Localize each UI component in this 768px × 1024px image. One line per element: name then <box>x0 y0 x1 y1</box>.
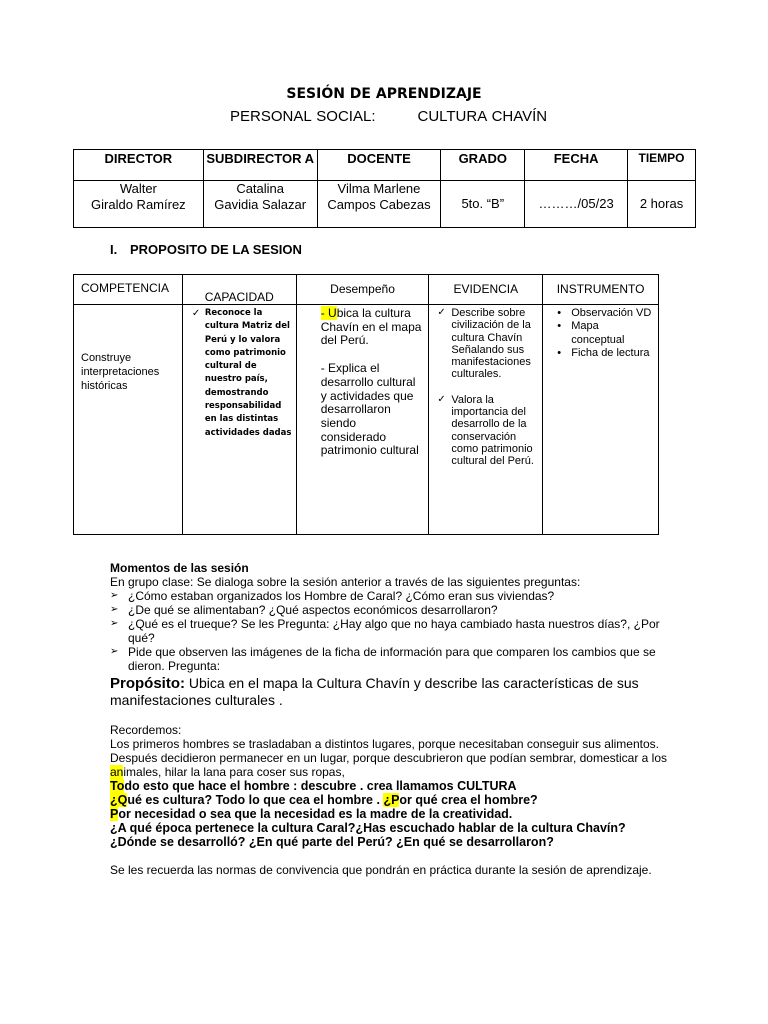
subdirector-last-name: Gavidia Salazar <box>214 197 307 212</box>
header-grado: GRADO <box>441 150 525 181</box>
question-item-4: ➢ Pide que observen las imágenes de la ficha de información para que comparen los cambios que se dieron. Pregunta: <box>110 645 670 673</box>
header-fecha: FECHA <box>525 150 628 181</box>
docente-first-name: Vilma Marlene <box>337 181 421 196</box>
momentos-heading: Momentos de las sesión <box>110 561 249 575</box>
desempeno-item-1-text: bica la cultura Chavín en el mapa del Perú. <box>320 306 422 348</box>
bold-line-2-text-b: or qué crea el hombre? <box>399 793 538 807</box>
cell-subdirector <box>203 181 317 228</box>
section-title: PROPOSITO DE LA SESION <box>130 242 302 257</box>
capacidad-item: ✓ Reconoce la cultura Matriz del Perú y lo valora como patrimonio cultural de nuestro país, demostrando responsabilidad en las distintas actividades dadas <box>192 307 292 440</box>
paragraph-2-text-b: imales, hilar la lana para coser sus ropas, <box>123 765 345 779</box>
cell-instrumento <box>543 305 659 535</box>
header-capacidad: CAPACIDAD <box>182 275 296 305</box>
proposito-table <box>73 274 659 535</box>
instrumento-item-3: • Ficha de lectura <box>557 347 654 360</box>
recordemos-paragraph-1: Los primeros hombres se trasladaban a distintos lugares, porque necesitaban conseguir sus alimentos. <box>110 737 659 751</box>
header-evidencia: EVIDENCIA <box>429 275 543 305</box>
recordemos-heading: Recordemos: <box>110 723 182 737</box>
closing-paragraph: Se les recuerda las normas de convivencia que pondrán en práctica durante la sesión de aprendizaje. <box>110 863 652 877</box>
instrumento-item-1: • Observación VD <box>557 307 654 320</box>
document-subtitle <box>230 108 547 125</box>
recordemos-paragraph-2 <box>110 751 670 779</box>
header-subdirector: SUBDIRECTOR A <box>203 150 317 181</box>
director-first-name: Walter <box>119 181 157 196</box>
session-body <box>110 561 670 877</box>
paragraph-2-highlight: an <box>110 765 124 779</box>
cell-evidencia <box>429 305 543 535</box>
instrumento-item-2: • Mapa conceptual <box>557 320 654 347</box>
bold-line-1 <box>110 779 670 793</box>
subdirector-first-name: Catalina <box>236 181 285 196</box>
evidencia-item-2: ✓ Valora la importancia del desarrollo de la conservación como patrimonio cultural del Perú. <box>437 394 538 468</box>
cell-fecha: ………/05/23 <box>525 181 628 228</box>
cell-capacidad <box>182 305 296 535</box>
desempeno-item-2: - Explica el desarrollo cultural y actividades que desarrollaron siendo considerado patrimonio cultural <box>320 361 419 458</box>
cell-director <box>74 181 204 228</box>
question-item-2: ➢ ¿De qué se alimentaban? ¿Qué aspectos económicos desarrollaron? <box>110 603 670 617</box>
bold-line-3-text: or necesidad o sea que la necesidad es la madre de la creatividad. <box>118 807 513 821</box>
cell-desempeno <box>296 305 429 535</box>
header-tiempo: TIEMPO <box>628 150 696 181</box>
header-table <box>73 149 696 228</box>
momentos-intro: En grupo clase: Se dialoga sobre la sesión anterior a través de las siguientes preguntas: <box>110 575 581 589</box>
bold-line-2 <box>110 793 670 807</box>
desempeno-item-1 <box>321 307 423 348</box>
document-title: SESIÓN DE APRENDIZAJE <box>286 86 482 102</box>
cell-tiempo: 2 horas <box>628 181 696 228</box>
evidencia-item-1: ✓ Describe sobre civilización de la cultura Chavín Señalando sus manifestaciones culturales. <box>437 307 538 381</box>
subtitle-area: PERSONAL SOCIAL: <box>230 108 376 125</box>
question-item-3: ➢ ¿Qué es el trueque? Se les Pregunta: ¿Hay algo que no haya cambiado hasta nuestros días?, ¿Por qué? <box>110 617 670 645</box>
bold-line-1-highlight: To <box>110 779 125 793</box>
bold-line-2-text-a: ué es cultura? Todo lo que cea el hombre . <box>127 793 384 807</box>
proposito-text: Ubica en el mapa la Cultura Chavín y describe las características de sus manifestaciones culturales . <box>110 675 639 708</box>
paragraph-2-text-a: Después decidieron permanecer en un lugar, porque descubrieron que podían sembrar, domesticar a los <box>110 751 668 765</box>
subtitle-topic: CULTURA CHAVÍN <box>417 108 548 125</box>
proposito-statement <box>110 675 670 709</box>
director-last-name: Giraldo Ramírez <box>91 197 186 212</box>
header-desempeno: Desempeño <box>296 275 429 305</box>
cell-docente <box>317 181 441 228</box>
question-item-1: ➢ ¿Cómo estaban organizados los Hombre de Caral? ¿Cómo eran sus viviendas? <box>110 589 670 603</box>
desempeno-highlight: - U <box>320 306 337 320</box>
cell-grado: 5to. “B” <box>441 181 525 228</box>
section-number: I. <box>110 242 118 257</box>
header-docente: DOCENTE <box>317 150 441 181</box>
cell-competencia: Construye interpretaciones históricas <box>74 305 183 535</box>
bold-line-3 <box>110 807 670 821</box>
header-instrumento: INSTRUMENTO <box>543 275 659 305</box>
section-heading <box>110 242 302 257</box>
bold-line-2-highlight-a: ¿Q <box>110 793 128 807</box>
bold-line-2-highlight-b: ¿P <box>383 793 400 807</box>
bold-line-1-text: do esto que hace el hombre : descubre . crea llamamos CULTURA <box>124 779 517 793</box>
bold-line-5: ¿Dónde se desarrolló? ¿En qué parte del Perú? ¿En qué se desarrollaron? <box>110 835 554 849</box>
header-competencia: COMPETENCIA <box>74 275 183 305</box>
docente-last-name: Campos Cabezas <box>327 197 431 212</box>
header-director: DIRECTOR <box>74 150 204 181</box>
proposito-label: Propósito: <box>110 675 185 692</box>
bold-line-3-highlight: P <box>110 807 119 821</box>
bold-line-4: ¿A qué época pertenece la cultura Caral?¿Has escuchado hablar de la cultura Chavín? <box>110 821 626 835</box>
